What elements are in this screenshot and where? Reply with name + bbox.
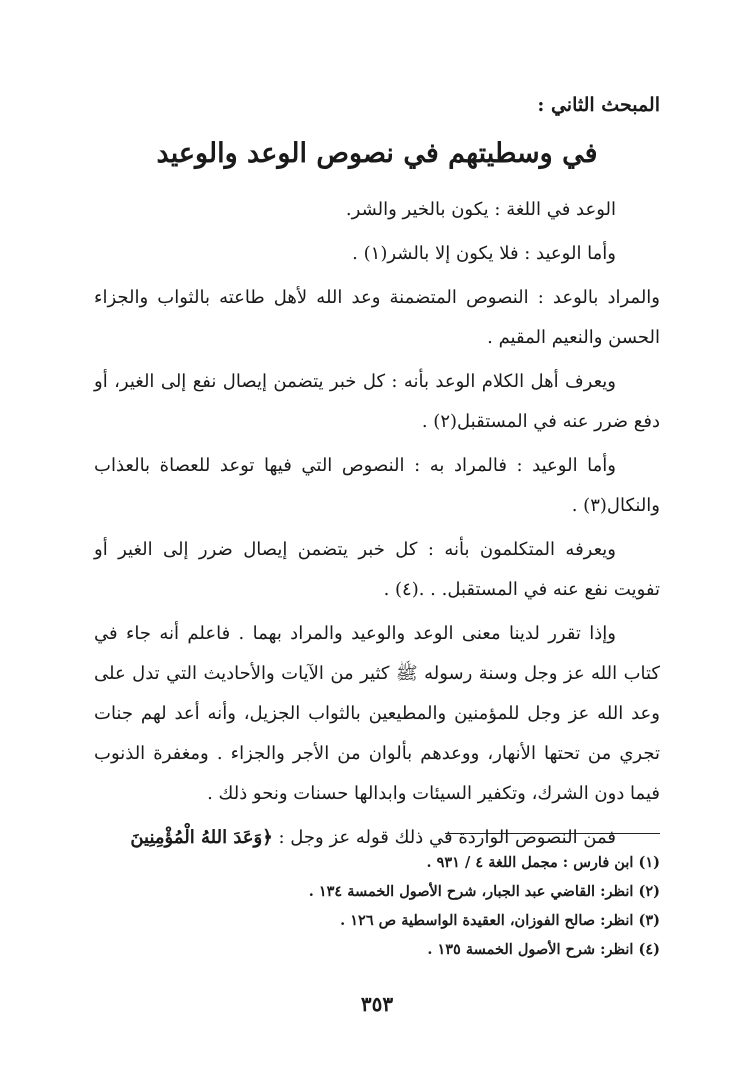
footnote-1: (١) ابن فارس : مجمل اللغة ٤ / ٩٣١ . [426,854,660,871]
paragraph-threat-definition: وأما الوعيد : فلا يكون إلا بالشر(١) . [352,243,616,264]
paragraph-kalam-promise: ويعرف أهل الكلام الوعد بأنه : كل خبر يتضمن إيصال نفع إلى الغير، أو دفع ضرر عنه في المستقبل(٢) . [94,371,660,432]
footnote-4: (٤) انظر: شرح الأصول الخمسة ١٣٥ . [427,941,660,958]
footnote-3: (٣) انظر: صالح الفوزان، العقيدة الواسطية ص ١٢٦ . [340,912,660,929]
quran-intro-text: فمن النصوص الواردة في ذلك قوله عز وجل : [278,827,616,848]
paragraph-texts-summary: وإذا تقرر لدينا معنى الوعد والوعيد والمراد بهما . فاعلم أنه جاء في كتاب الله عز وجل وسنة رسوله ﷺ كثير من الآيات والأحاديث التي تدل على وعد الله عز وجل للمؤمنين والمطيعين بالثواب الجزيل، وأنه أعد لهم جنات تجري من تحتها الأنهار، ووعدهم بألوان من الأجر والجزاء . ومغفرة الذنوب فيما دون الشرك، وتكفير السيئات وابدالها حسنات ونحو ذلك . [94,623,660,804]
page-number: ٣٥٣ [360,992,394,1016]
quran-verse: ﴿وَعَدَ اللهُ الْمُؤْمِنِينَ [130,827,273,848]
footnotes-list [94,848,660,964]
body-text [94,190,660,862]
paragraph-threat-meaning: وأما الوعيد : فالمراد به : النصوص التي فيها توعد للعصاة بالعذاب والنكال(٣) . [94,455,660,516]
paragraph-kalam-threat: ويعرفه المتكلمون بأنه : كل خبر يتضمن إيصال ضرر إلى الغير أو تفويت نفع عنه في المستقبل. . .(٤) . [94,539,660,600]
footnote-2: (٢) انظر: القاضي عبد الجبار، شرح الأصول الخمسة ١٣٤ . [308,883,660,900]
main-title: في وسطيتهم في نصوص الوعد والوعيد [156,138,598,169]
paragraph-promise-meaning: والمراد بالوعد : النصوص المتضمنة وعد الله لأهل طاعته بالثواب والجزاء الحسن والنعيم المقيم . [94,287,660,348]
section-heading: المبحث الثاني : [537,94,660,116]
paragraph-promise-definition: الوعد في اللغة : يكون بالخير والشر. [345,199,616,220]
footnote-divider [445,833,660,834]
book-page [94,0,660,1092]
